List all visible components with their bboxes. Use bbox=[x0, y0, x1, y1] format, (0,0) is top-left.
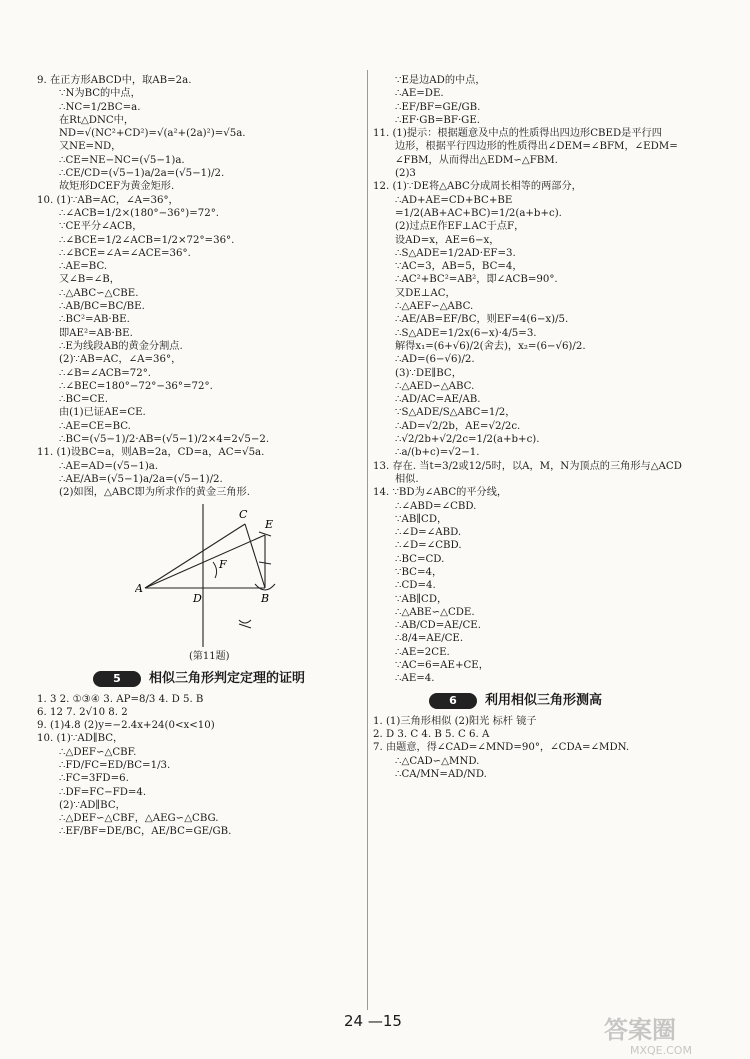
text-line: ∴FD/FC=ED/BC=1/3. bbox=[59, 759, 171, 771]
text-line: 相似. bbox=[395, 473, 419, 485]
text-line: ∴EF·GB=BF·GE. bbox=[395, 114, 480, 126]
text-line: (2)3 bbox=[395, 168, 416, 180]
label-d: D bbox=[193, 591, 202, 605]
text-line: 1. (1)三角形相似 (2)阳光 标杆 镜子 bbox=[373, 715, 537, 727]
text-line: ∴∠B=∠ACB=72°. bbox=[59, 367, 152, 379]
text-line: ND=√(NC²+CD²)=√(a²+(2a)²)=√5a. bbox=[59, 128, 246, 140]
figure-11-drawing bbox=[135, 502, 335, 652]
text-line: ∴BC=(√5−1)/2·AB=(√5−1)/2×4=2√5−2. bbox=[59, 434, 270, 446]
text-line: ∴∠ACB=1/2×(180°−36°)=72°. bbox=[59, 207, 220, 219]
figure-caption: (第11题) bbox=[189, 650, 230, 662]
text-line: 由(1)已证AE=CE. bbox=[59, 407, 146, 419]
text-line: 故矩形DCEF为黄金矩形. bbox=[59, 181, 175, 193]
text-line: ∴△ABC∽△CBE. bbox=[59, 287, 139, 299]
text-line: ∴AD=√2/2b，AE=√2/2c. bbox=[395, 420, 521, 432]
text-line: (2)∵AD∥BC， bbox=[59, 799, 126, 811]
text-line: ∴E为线段AB的黄金分割点. bbox=[59, 340, 183, 352]
page-number: 24 —15 bbox=[344, 1012, 402, 1030]
text-line: ∴AE=2CE. bbox=[395, 646, 450, 658]
text-line: 2. D 3. C 4. B 5. C 6. A bbox=[373, 728, 490, 740]
segment-cb bbox=[245, 524, 265, 588]
text-line: 13. 存在. 当t=3/2或12/5时，以A，M，N为顶点的三角形与△ACD bbox=[373, 460, 682, 472]
text-line: (2)如图，△ABC即为所求作的黄金三角形. bbox=[59, 487, 250, 499]
text-line: ∴AE/AB=EF/BC，则EF=4(6−x)/5. bbox=[395, 314, 569, 326]
text-line: ∴BC²=AB·BE. bbox=[59, 314, 130, 326]
text-line: 12. (1)∵DE将△ABC分成周长相等的两部分， bbox=[373, 181, 582, 193]
text-line: 6. 12 7. 2√10 8. 2 bbox=[37, 706, 128, 718]
text-line: ∠FBM，从而得出△EDM∽△FBM. bbox=[395, 154, 558, 166]
text-line: ∴AD+AE=CD+BC+BE bbox=[395, 194, 513, 206]
text-line: ∴∠D=∠CBD. bbox=[395, 540, 462, 552]
text-line: 11. (1)提示：根据题意及中点的性质得出四边形CBED是平行四 bbox=[373, 128, 662, 140]
text-line: ∵CE平分∠ACB， bbox=[59, 221, 143, 233]
section-6-header bbox=[429, 692, 718, 710]
text-line: ∴∠D=∠ABD. bbox=[395, 527, 462, 539]
text-line: 11. (1)设BC=a，则AB=2a，CD=a，AC=√5a. bbox=[37, 447, 265, 459]
text-line: 1. 3 2. ①③④ 3. AP=8/3 4. D 5. B bbox=[37, 693, 204, 705]
text-line: ∴AE=DE. bbox=[395, 88, 444, 100]
text-line: ∴EF/BF=DE/BC，AE/BC=GE/GB. bbox=[59, 826, 232, 838]
text-line: ∴AC²+BC²=AB²，即∠ACB=90°. bbox=[395, 274, 558, 286]
left-lines bbox=[37, 74, 362, 500]
text-line: ∴△AEF∽△ABC. bbox=[395, 301, 474, 313]
text-line: 又NE=ND， bbox=[59, 141, 122, 153]
text-line: 10. (1)∵AD∥BC， bbox=[37, 733, 124, 745]
text-line: 9. (1)4.8 (2)y=−2.4x+24(0<x<10) bbox=[37, 720, 215, 732]
text-line: =1/2(AB+AC+BC)=1/2(a+b+c). bbox=[395, 207, 562, 219]
text-line: ∴CA/MN=AD/ND. bbox=[395, 768, 487, 780]
label-a: A bbox=[135, 581, 143, 595]
text-line: ∴△CAD∽△MND. bbox=[395, 755, 480, 767]
text-line: (2)过点E作EF⊥AC于点F， bbox=[395, 221, 525, 233]
text-line: 又∠B=∠B， bbox=[59, 274, 120, 286]
section-5-title: 相似三角形判定定理的证明 bbox=[149, 670, 306, 686]
text-line: ∴∠ABD=∠CBD. bbox=[395, 500, 477, 512]
text-line: 设AD=x，AE=6−x， bbox=[395, 234, 500, 246]
text-line: ∴NC=1/2BC=a. bbox=[59, 101, 141, 113]
text-line: ∴a/(b+c)=√2−1. bbox=[395, 447, 480, 459]
left-column bbox=[37, 74, 362, 839]
section-5-number: 5 bbox=[93, 671, 141, 687]
svg-text:答案圈: 答案圈 bbox=[604, 1016, 676, 1044]
text-line: ∵AB∥CD， bbox=[395, 593, 448, 605]
section-6-title: 利用相似三角形测高 bbox=[485, 693, 603, 708]
text-line: ∴8/4=AE/CE. bbox=[395, 633, 464, 645]
arc-mark-f bbox=[213, 562, 217, 578]
figure-11 bbox=[135, 502, 335, 664]
right-column bbox=[373, 74, 718, 781]
text-line: ∴AB/BC=BC/BE. bbox=[59, 301, 145, 313]
text-line: ∴AD/AC=AE/AB. bbox=[395, 394, 481, 406]
arc-mark-bottom-cross bbox=[239, 624, 251, 628]
label-f: F bbox=[219, 557, 227, 571]
text-line: ∴BC=CE. bbox=[59, 394, 108, 406]
text-line: ∴△ABE∽△CDE. bbox=[395, 606, 475, 618]
text-line: ∵AB∥CD， bbox=[395, 513, 448, 525]
text-line: ∵N为BC的中点， bbox=[59, 88, 141, 100]
label-b: B bbox=[261, 591, 270, 605]
arc-mark-bottom bbox=[239, 620, 251, 623]
text-line: ∴CE/CD=(√5−1)a/2a=(√5−1)/2. bbox=[59, 168, 225, 180]
text-line: ∴AE/AB=(√5−1)a/2a=(√5−1)/2. bbox=[59, 473, 223, 485]
text-line: ∴△DEF∽△CBF. bbox=[59, 746, 137, 758]
text-line: ∵E是边AD的中点， bbox=[395, 75, 486, 86]
text-line: ∴AB/CD=AE/CE. bbox=[395, 620, 481, 632]
text-line: ∴∠BCE=1/2∠ACB=1/2×72°=36°. bbox=[59, 234, 235, 246]
text-line: ∴BC=CD. bbox=[395, 553, 445, 565]
text-line: 7. 由题意，得∠CAD=∠MND=90°，∠CDA=∠MDN. bbox=[373, 742, 630, 754]
section-5-header bbox=[93, 670, 362, 688]
text-line: ∴AE=AD=(√5−1)a. bbox=[59, 460, 159, 472]
text-line: ∴EF/BF=GE/GB. bbox=[395, 101, 481, 113]
text-line: 10. (1)∵AB=AC，∠A=36°， bbox=[37, 194, 179, 206]
text-line: ∴△AED∽△ABC. bbox=[395, 380, 475, 392]
text-line: ∵S△ADE/S△ABC=1/2， bbox=[395, 407, 516, 419]
text-line: ∴AE=4. bbox=[395, 673, 435, 685]
label-c: C bbox=[239, 507, 248, 521]
column-divider bbox=[367, 70, 368, 1010]
text-line: ∴∠BEC=180°−72°−36°=72°. bbox=[59, 380, 213, 392]
text-line: ∵BC=4， bbox=[395, 566, 443, 578]
text-line: 即AE²=AB·BE. bbox=[59, 327, 133, 339]
text-line: ∴CD=4. bbox=[395, 580, 436, 592]
text-line: ∴√2/2b+√2/2c=1/2(a+b+c). bbox=[395, 434, 540, 446]
text-line: ∴S△ADE=1/2x(6−x)·4/5=3. bbox=[395, 327, 537, 339]
text-line: ∴CE=NE−NC=(√5−1)a. bbox=[59, 154, 185, 166]
text-line: ∴AD=(6−√6)/2. bbox=[395, 354, 475, 366]
text-line: ∴AE=CE=BC. bbox=[59, 420, 131, 432]
text-line: ∴∠BCE=∠A=∠ACE=36°. bbox=[59, 247, 191, 259]
text-line: ∴FC=3FD=6. bbox=[59, 773, 129, 785]
text-line: 14. ∵BD为∠ABC的平分线， bbox=[373, 487, 508, 499]
text-line: ∴AE=BC. bbox=[59, 261, 108, 273]
text-line: ∴DF=FC−FD=4. bbox=[59, 786, 147, 798]
text-line: 又DE⊥AC， bbox=[395, 287, 456, 299]
segment-ac bbox=[145, 524, 245, 588]
text-line: 解得x₁=(6+√6)/2(舍去)，x₂=(6−√6)/2. bbox=[395, 340, 586, 352]
section-6-lines bbox=[373, 715, 718, 781]
text-line: 在Rt△DNC中， bbox=[59, 114, 135, 126]
text-line: (3)∵DE∥BC， bbox=[395, 367, 462, 379]
text-line: ∴S△ADE=1/2AD·EF=3. bbox=[395, 247, 516, 259]
text-line: 9. 在正方形ABCD中，取AB=2a. bbox=[37, 75, 192, 86]
svg-text:MXQE.COM: MXQE.COM bbox=[630, 1044, 692, 1056]
text-line: ∵AC=3，AB=5，BC=4， bbox=[395, 261, 523, 273]
text-line: ∴△DEF∽△CBF，△AEG∽△CBG. bbox=[59, 813, 219, 825]
segment-ae bbox=[145, 535, 265, 588]
section-5-lines bbox=[37, 693, 362, 839]
section-6-number: 6 bbox=[429, 693, 477, 709]
text-line: ∵AC=6=AE+CE， bbox=[395, 660, 489, 672]
watermark-logo bbox=[600, 1010, 740, 1056]
text-line: (2)∵AB=AC，∠A=36°， bbox=[59, 354, 182, 366]
text-line: 边形，根据平行四边形的性质得出∠DEM=∠BFM，∠EDM= bbox=[395, 141, 678, 153]
right-lines bbox=[373, 74, 718, 686]
label-e: E bbox=[265, 517, 274, 531]
